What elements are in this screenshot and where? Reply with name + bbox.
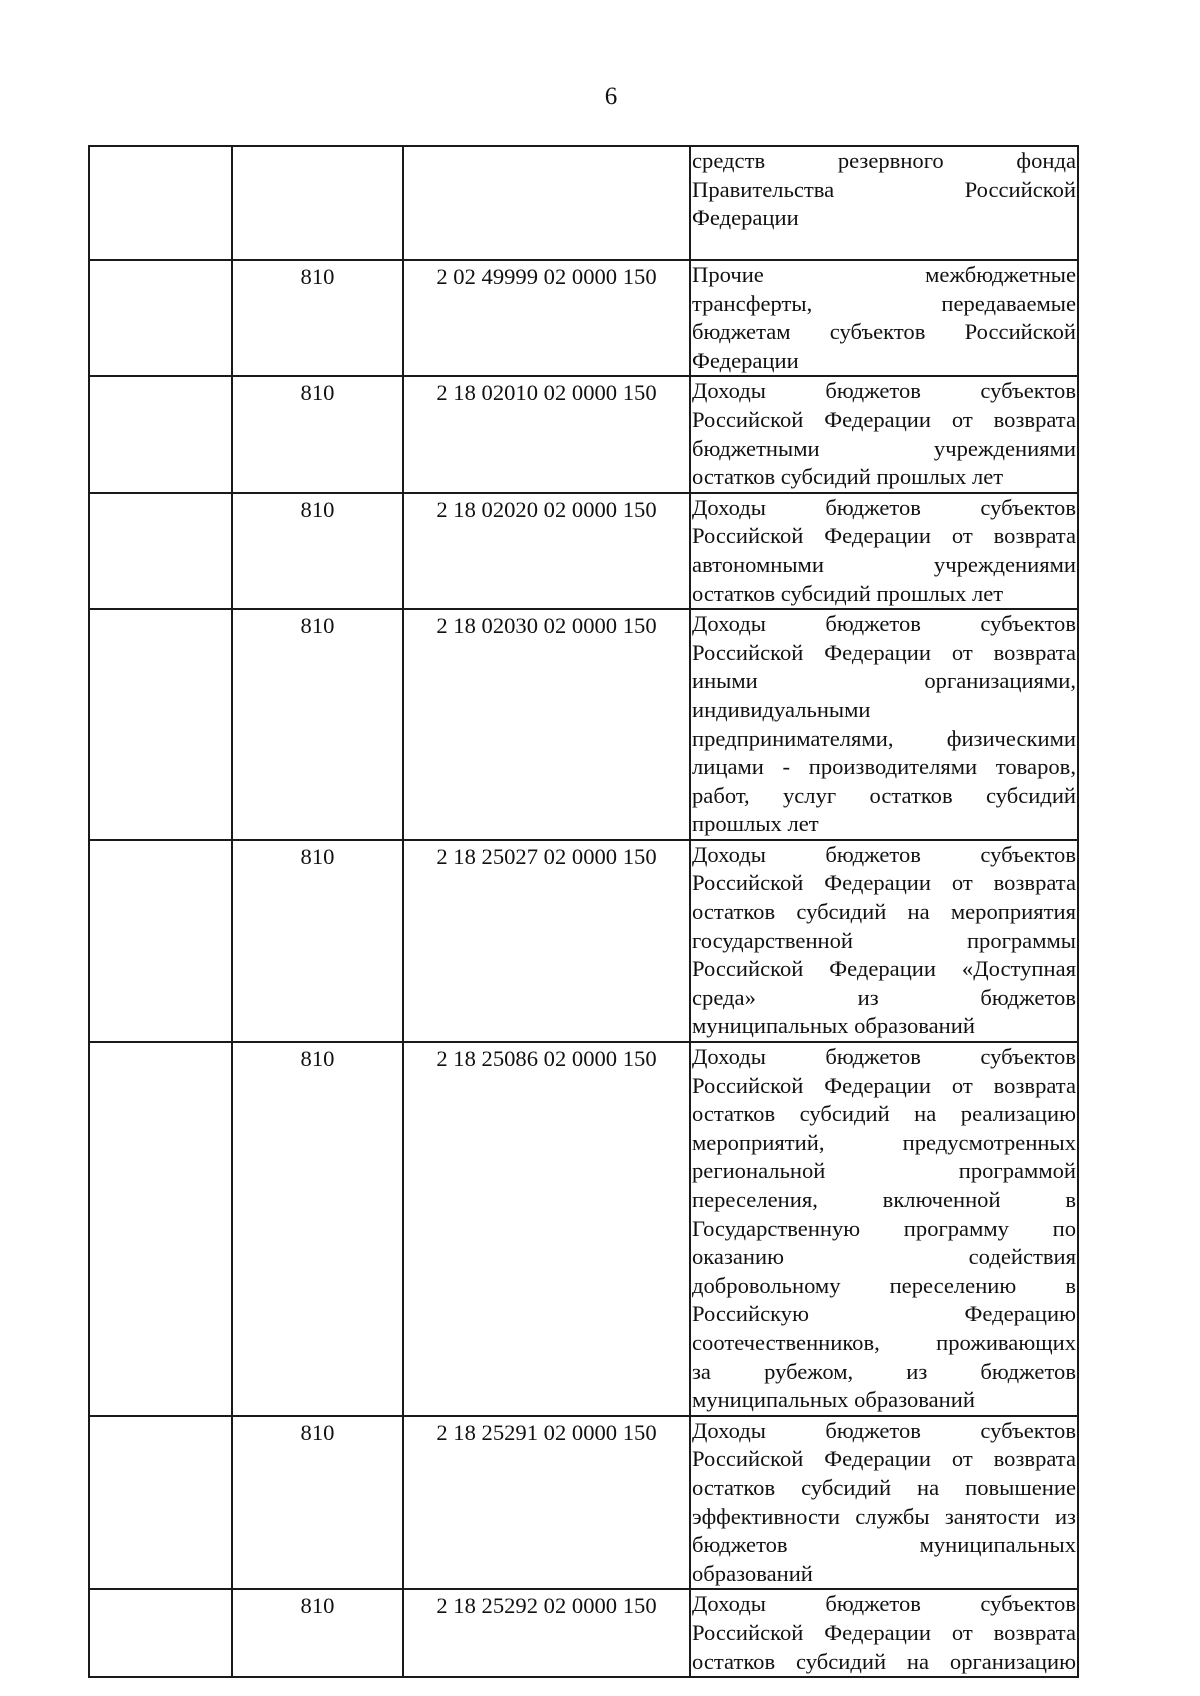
admin-code-cell: 810	[232, 609, 403, 840]
table-row	[89, 376, 1078, 492]
text-line: остатков субсидий прошлых лет	[692, 580, 1004, 606]
text-line: Доходы бюджетов субъектов	[692, 1591, 1076, 1617]
text-line: среда» из бюджетов	[692, 984, 1076, 1010]
budget-classification-code-cell	[403, 146, 690, 260]
table-row	[89, 609, 1078, 840]
text-line: трансферты, передаваемые	[692, 290, 1076, 316]
text-line: бюджетными учреждениями	[692, 435, 1076, 461]
text-line: работ, услуг остатков субсидий	[692, 782, 1076, 808]
table-row	[89, 493, 1078, 609]
budget-classification-code-cell: 2 18 25027 02 0000 150	[403, 840, 690, 1042]
table-row	[89, 260, 1078, 376]
text-line: Российскую Федерацию	[692, 1301, 1076, 1327]
text-line: Федерации	[692, 347, 799, 373]
budget-classification-code-cell: 2 18 25086 02 0000 150	[403, 1042, 690, 1416]
admin-code-cell: 810	[232, 1042, 403, 1416]
revenue-name-cell	[690, 260, 1078, 376]
empty-cell	[89, 260, 232, 376]
text-line: муниципальных образований	[692, 1013, 975, 1039]
text-line: индивидуальными	[692, 696, 871, 722]
table-row	[89, 840, 1078, 1042]
table-row	[89, 146, 1078, 260]
budget-classification-code-cell: 2 18 02020 02 0000 150	[403, 493, 690, 609]
text-line: эффективности службы занятости из	[692, 1503, 1076, 1529]
text-line: Российской Федерации «Доступная	[692, 956, 1076, 982]
empty-cell	[89, 493, 232, 609]
text-line: Доходы бюджетов субъектов	[692, 611, 1076, 637]
text-line: Доходы бюджетов субъектов	[692, 1044, 1076, 1070]
text-line: Доходы бюджетов субъектов	[692, 1417, 1076, 1443]
budget-classification-code-cell: 2 18 25292 02 0000 150	[403, 1589, 690, 1677]
admin-code-cell: 810	[232, 260, 403, 376]
empty-cell	[89, 1416, 232, 1590]
table-body	[89, 146, 1078, 1677]
text-line: государственной программы	[692, 927, 1076, 953]
text-line: за рубежом, из бюджетов	[692, 1358, 1076, 1384]
text-line: остатков субсидий на повышение	[692, 1474, 1076, 1500]
text-line: автономными учреждениями	[692, 551, 1076, 577]
text-line: лицами - производителями товаров,	[692, 754, 1076, 780]
text-line: прошлых лет	[692, 811, 819, 837]
empty-cell	[89, 146, 232, 260]
admin-code-cell: 810	[232, 1589, 403, 1677]
text-line: остатков субсидий прошлых лет	[692, 464, 1004, 490]
empty-cell	[89, 376, 232, 492]
text-line: Федерации	[692, 205, 799, 231]
admin-code-cell: 810	[232, 840, 403, 1042]
text-line: остатков субсидий на реализацию	[692, 1101, 1076, 1127]
text-line: переселения, включенной в	[692, 1187, 1076, 1212]
text-line: иными организациями,	[692, 668, 1076, 694]
text-line: предпринимателями, физическими	[692, 725, 1076, 751]
text-line: Российской Федерации от возврата	[692, 870, 1076, 896]
text-line: бюджетов муниципальных	[692, 1532, 1076, 1558]
text-line: Российской Федерации от возврата	[692, 639, 1076, 665]
text-line: Российской Федерации от возврата	[692, 523, 1076, 549]
admin-code-cell: 810	[232, 493, 403, 609]
text-line: остатков субсидий на организацию	[692, 1648, 1076, 1674]
budget-classification-code-cell: 2 18 25291 02 0000 150	[403, 1416, 690, 1590]
revenue-name-cell	[690, 840, 1078, 1042]
admin-code-cell	[232, 146, 403, 260]
revenue-name-cell	[690, 1416, 1078, 1590]
revenue-name-cell	[690, 609, 1078, 840]
text-line: Доходы бюджетов субъектов	[692, 378, 1076, 404]
text-line: средств резервного фонда	[692, 148, 1076, 173]
table-row	[89, 1042, 1078, 1416]
admin-code-cell: 810	[232, 1416, 403, 1590]
text-line: муниципальных образований	[692, 1387, 975, 1413]
text-line: образований	[692, 1560, 813, 1586]
revenue-name-cell	[690, 376, 1078, 492]
revenue-name-cell	[690, 493, 1078, 609]
revenue-name-cell	[690, 1589, 1078, 1677]
budget-classification-code-cell: 2 18 02030 02 0000 150	[403, 609, 690, 840]
revenue-codes-table	[88, 145, 1079, 1678]
text-line: бюджетам субъектов Российской	[692, 319, 1076, 345]
empty-cell	[89, 1042, 232, 1416]
text-line: Российской Федерации от возврата	[692, 1619, 1076, 1645]
text-line: Доходы бюджетов субъектов	[692, 494, 1076, 520]
text-line: Российской Федерации от возврата	[692, 1446, 1076, 1472]
text-line: соотечественников, проживающих	[692, 1329, 1076, 1355]
text-line: мероприятий, предусмотренных	[692, 1129, 1076, 1155]
revenue-name-cell	[690, 146, 1078, 260]
text-line: региональной программой	[692, 1158, 1076, 1184]
budget-classification-code-cell: 2 02 49999 02 0000 150	[403, 260, 690, 376]
text-line: Доходы бюджетов субъектов	[692, 841, 1076, 867]
revenue-name-cell	[690, 1042, 1078, 1416]
text-line: Государственную программу по	[692, 1215, 1076, 1241]
budget-classification-code-cell: 2 18 02010 02 0000 150	[403, 376, 690, 492]
text-line: Правительства Российской	[692, 176, 1076, 202]
text-line: Российской Федерации от возврата	[692, 1072, 1076, 1098]
admin-code-cell: 810	[232, 376, 403, 492]
text-line: добровольному переселению в	[692, 1272, 1076, 1298]
text-line: оказанию содействия	[692, 1244, 1076, 1270]
empty-cell	[89, 609, 232, 840]
text-line: остатков субсидий на мероприятия	[692, 899, 1076, 925]
table-row	[89, 1589, 1078, 1677]
table-row	[89, 1416, 1078, 1590]
text-line: Российской Федерации от возврата	[692, 406, 1076, 432]
page-number: 6	[604, 83, 618, 110]
empty-cell	[89, 1589, 232, 1677]
empty-cell	[89, 840, 232, 1042]
text-line: Прочие межбюджетные	[692, 262, 1076, 287]
